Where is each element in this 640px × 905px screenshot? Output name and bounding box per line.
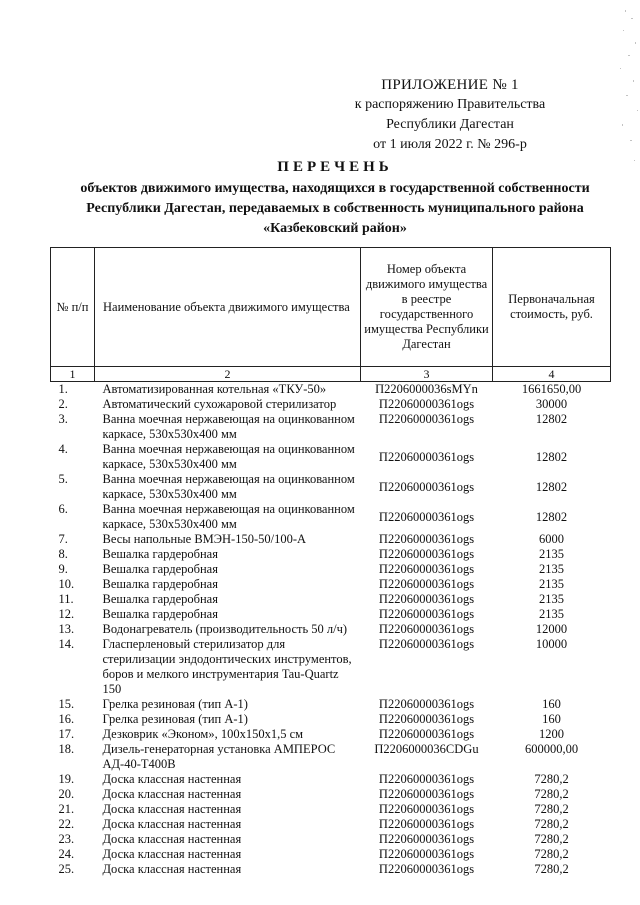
table-row [51,592,611,607]
row-cost: 12802 [535,509,568,524]
col-number-3: 3 [361,367,493,382]
table-header-row [51,248,611,367]
row-name: Доска классная настенная [102,832,242,846]
row-registry-number: П22060000361ogs [378,449,475,464]
row-name: Доска классная настенная [102,817,242,831]
table-row [51,697,611,712]
row-number: 21. [58,802,75,816]
appendix-heading: ПРИЛОЖЕНИЕ № 1 [381,77,519,93]
row-cost: 2135 [539,592,564,606]
row-number: 1. [58,382,68,396]
row-number: 22. [58,817,75,831]
row-name: Вешалка гардеробная [102,592,218,606]
row-number: 7. [58,532,68,546]
row-registry-number: П22060000361ogs [378,577,475,591]
appendix-line-1: к распоряжению Правительства [354,97,546,112]
row-registry-number: П22060000361ogs [378,592,475,606]
table-row [51,787,611,802]
row-number: 8. [58,547,68,561]
table-row [51,547,611,562]
row-number: 3. [58,412,68,426]
row-name: Вешалка гардеробная [102,607,218,621]
table-row [51,637,611,697]
table-row [51,607,611,622]
row-registry-number: П22060000361ogs [378,397,475,411]
row-number: 18. [58,742,75,756]
row-number: 5. [58,472,68,486]
row-number: 14. [58,637,75,651]
header-cost: Первоначальная стоимость, руб. [493,248,611,367]
row-registry-number: П22060000361ogs [378,847,475,861]
document-title [70,157,600,239]
appendix-line-2: Республики Дагестан [386,117,514,132]
title-subtitle: объектов движимого имущества, находящихся в государственной собственности Республики Дагестан, передаваемых в собственность муниципального района «Казбековский район» [80,181,590,236]
row-name: Доска классная настенная [102,862,242,876]
table-row [51,502,611,532]
header-num: № п/п [51,248,95,367]
row-cost: 2135 [539,547,564,561]
table-row [51,832,611,847]
row-cost: 2135 [539,562,564,576]
row-number: 16. [58,712,75,726]
row-number: 13. [58,622,75,636]
appendix-line-3: от 1 июля 2022 г. № 296-р [373,137,527,152]
row-number: 4. [58,442,68,456]
row-name: Весы напольные ВМЭН-150-50/100-А [102,532,307,546]
row-registry-number: П22060000361ogs [378,562,475,576]
property-table [50,247,611,877]
row-cost: 7280,2 [534,802,569,816]
row-cost: 2135 [539,577,564,591]
row-number: 2. [58,397,68,411]
row-name: Дезковрик «Эконом», 100x150x1,5 см [102,727,304,741]
table-row [51,562,611,577]
row-cost: 12000 [535,622,568,636]
row-cost: 1661650,00 [521,382,582,396]
row-name: Автоматический сухожаровой стерилизатор [102,397,337,411]
table-row [51,622,611,637]
row-cost: 10000 [535,637,568,651]
row-name: Ванна моечная нержавеющая на оцинкованном каркасе, 530x530x400 мм [102,502,355,531]
row-name: Ванна моечная нержавеющая на оцинкованном каркасе, 530x530x400 мм [102,442,355,471]
row-registry-number: П22060000361ogs [378,727,475,741]
table-row [51,712,611,727]
row-cost: 7280,2 [534,817,569,831]
header-name: Наименование объекта движимого имущества [95,248,361,367]
row-name: Грелка резиновая (тип А-1) [102,697,248,711]
col-number-1: 1 [51,367,95,382]
row-cost: 12802 [535,479,568,494]
row-cost: 7280,2 [534,862,569,876]
row-cost: 12802 [535,412,568,426]
row-name: Ванна моечная нержавеющая на оцинкованном каркасе, 530x530x400 мм [102,472,355,501]
col-number-2: 2 [95,367,361,382]
row-registry-number: П2206000036sMYn [375,382,478,396]
table-row [51,772,611,787]
row-number: 23. [58,832,75,846]
row-registry-number: П22060000361ogs [378,509,475,524]
row-cost: 1200 [539,727,564,741]
table-row [51,472,611,502]
table-row [51,817,611,832]
row-number: 15. [58,697,75,711]
row-cost: 6000 [539,532,564,546]
row-registry-number: П22060000361ogs [378,479,475,494]
table-row [51,742,611,772]
row-registry-number: П22060000361ogs [378,412,475,426]
table-body [51,382,611,878]
row-cost: 600000,00 [524,742,579,756]
row-cost: 7280,2 [534,772,569,786]
row-registry-number: П22060000361ogs [378,802,475,816]
table-row [51,577,611,592]
row-registry-number: П22060000361ogs [378,832,475,846]
table-row [51,802,611,817]
table-row [51,727,611,742]
table-column-numbers [51,367,611,382]
row-name: Дизель-генераторная установка АМПЕРОС АД-40-Т400В [102,742,336,771]
row-number: 17. [58,727,75,741]
row-number: 10. [58,577,75,591]
row-cost: 30000 [535,397,568,411]
row-cost: 12802 [535,449,568,464]
row-number: 24. [58,847,75,861]
row-name: Грелка резиновая (тип А-1) [102,712,248,726]
row-number: 11. [58,592,74,606]
row-registry-number: П22060000361ogs [378,607,475,621]
row-name: Гласперленовый стерилизатор для стерилизации эндодонтических инструментов, боров и мелкого инструментария Tau-Quartz 150 [102,637,352,696]
row-cost: 7280,2 [534,787,569,801]
row-registry-number: П22060000361ogs [378,622,475,636]
row-name: Доска классная настенная [102,772,242,786]
table-row [51,442,611,472]
table-row [51,397,611,412]
row-cost: 160 [542,697,561,711]
row-registry-number: П22060000361ogs [378,787,475,801]
row-registry-number: П22060000361ogs [378,532,475,546]
row-registry-number: П22060000361ogs [378,697,475,711]
row-number: 20. [58,787,75,801]
header-registry-number: Номер объекта движимого имущества в реестре государственного имущества Республики Дагестан [361,248,493,367]
row-registry-number: П22060000361ogs [378,817,475,831]
row-name: Вешалка гардеробная [102,547,218,561]
title-main: ПЕРЕЧЕНЬ [277,159,393,175]
table-row [51,847,611,862]
table-row [51,862,611,877]
row-registry-number: П2206000036CDGu [374,742,479,756]
row-name: Вешалка гардеробная [102,577,218,591]
row-cost: 2135 [539,607,564,621]
row-registry-number: П22060000361ogs [378,772,475,786]
row-cost: 7280,2 [534,847,569,861]
appendix-header [330,75,570,155]
row-cost: 160 [542,712,561,726]
row-number: 19. [58,772,75,786]
col-number-4: 4 [493,367,611,382]
row-name: Доска классная настенная [102,847,242,861]
row-name: Ванна моечная нержавеющая на оцинкованном каркасе, 530x530x400 мм [102,412,355,441]
table-row [51,382,611,398]
table-row [51,532,611,547]
row-registry-number: П22060000361ogs [378,547,475,561]
row-name: Доска классная настенная [102,802,242,816]
row-cost: 7280,2 [534,832,569,846]
row-name: Автоматизированная котельная «ТКУ-50» [102,382,327,396]
row-number: 25. [58,862,75,876]
row-name: Вешалка гардеробная [102,562,218,576]
row-name: Доска классная настенная [102,787,242,801]
row-registry-number: П22060000361ogs [378,712,475,726]
row-name: Водонагреватель (производительность 50 л/ч) [102,622,348,636]
row-number: 9. [58,562,68,576]
table-row [51,412,611,442]
row-registry-number: П22060000361ogs [378,862,475,876]
scan-edge-noise [595,0,640,200]
row-number: 12. [58,607,75,621]
row-number: 6. [58,502,68,516]
row-registry-number: П22060000361ogs [378,637,475,651]
